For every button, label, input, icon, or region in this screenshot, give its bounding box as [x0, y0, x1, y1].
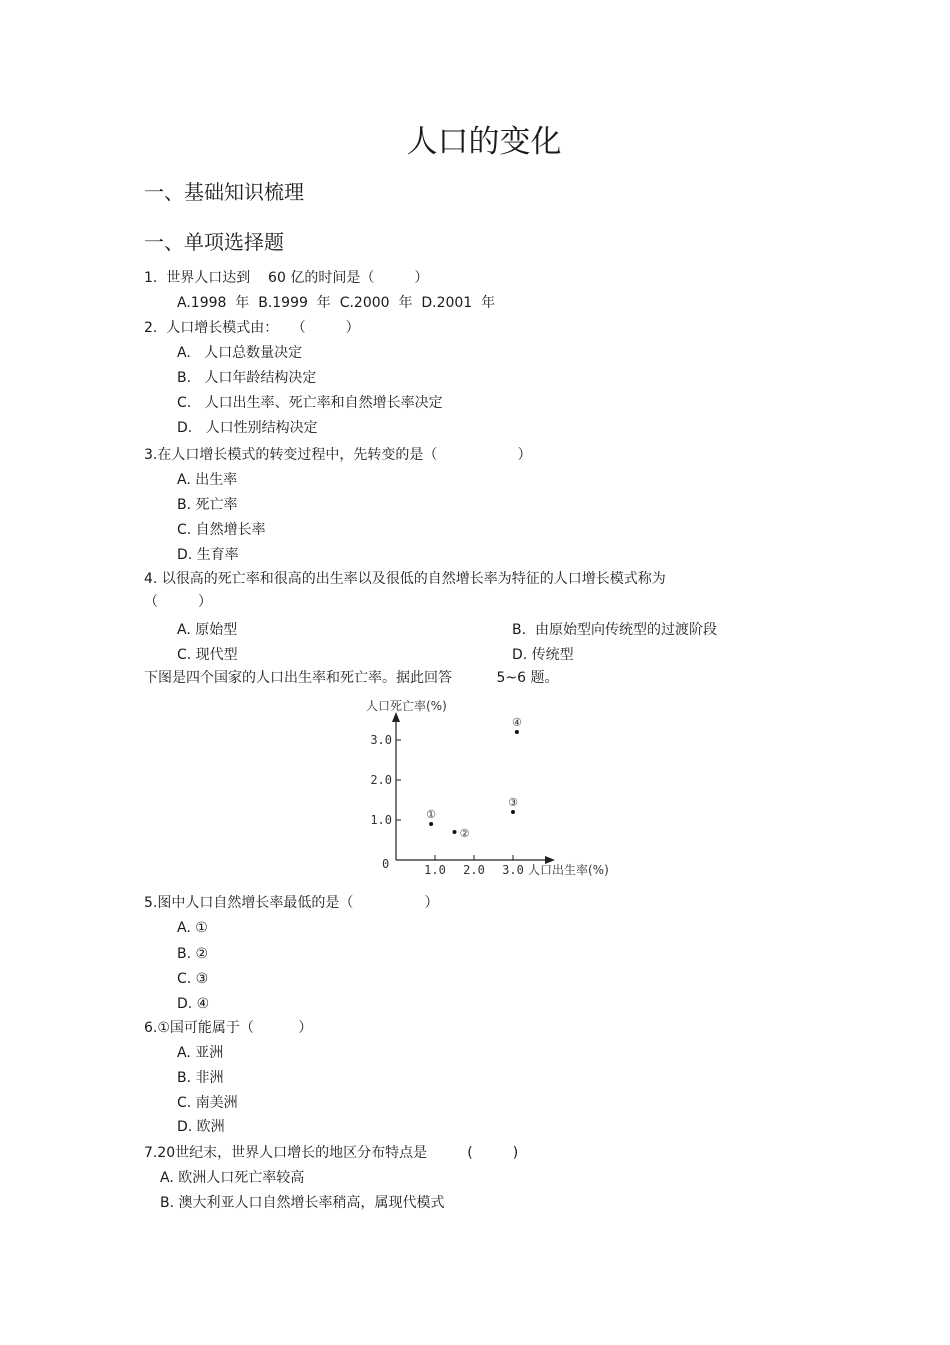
question-3-option-d: D. 生育率 [177, 547, 239, 563]
x-tick-label-1: 2.0 [463, 863, 485, 877]
data-point-label-4: ④ [511, 716, 522, 729]
question-4-stem-bracket: （ ） [144, 594, 213, 610]
question-5-option-d: D. ④ [177, 996, 210, 1012]
y-axis-arrow [392, 712, 400, 722]
question-5-stem: 5.图中人口自然增长率最低的是（ ） [144, 895, 439, 911]
question-4-option-d: D. 传统型 [512, 647, 574, 663]
y-axis-label: 人口死亡率(%) [366, 699, 447, 713]
birth-death-rate-chart [352, 690, 632, 885]
y-tick-label-1: 2.0 [370, 773, 392, 787]
question-6-option-a: A. 亚洲 [177, 1045, 224, 1061]
question-2-option-c: C. 人口出生率、死亡率和自然增长率决定 [177, 395, 443, 411]
section-heading-single-choice: 一、单项选择题 [144, 230, 284, 254]
data-point-label-2: ② [459, 827, 470, 840]
question-6-option-c: C. 南美洲 [177, 1095, 238, 1111]
question-2-option-d: D. 人口性别结构决定 [177, 420, 318, 436]
chart-intro-text: 下图是四个国家的人口出生率和死亡率。据此回答 5~6 题。 [144, 670, 559, 686]
x-tick-label-0: 1.0 [424, 863, 446, 877]
question-7-option-b: B. 澳大利亚人口自然增长率稍高，属现代模式 [160, 1195, 445, 1211]
x-tick-label-2: 3.0 [502, 863, 524, 877]
question-5-option-a: A. ① [177, 920, 208, 936]
data-point-3 [511, 810, 515, 814]
question-3-option-a: A. 出生率 [177, 472, 238, 488]
question-6-option-b: B. 非洲 [177, 1070, 224, 1086]
question-1-stem: 1. 世界人口达到 60 亿的时间是（ ） [144, 270, 429, 286]
question-4-option-c: C. 现代型 [177, 647, 238, 663]
question-3-option-c: C. 自然增长率 [177, 522, 266, 538]
question-4-option-b: B. 由原始型向传统型的过渡阶段 [512, 622, 717, 638]
question-7-stem: 7.20世纪末，世界人口增长的地区分布特点是 ( ) [144, 1145, 519, 1161]
question-5-option-c: C. ③ [177, 971, 209, 987]
data-point-4 [515, 730, 519, 734]
origin-label: 0 [382, 857, 390, 871]
question-4-option-a: A. 原始型 [177, 622, 238, 638]
question-6-stem: 6.①国可能属于（ ） [144, 1020, 313, 1036]
section-heading-basics: 一、基础知识梳理 [144, 180, 304, 204]
question-3-stem: 3.在人口增长模式的转变过程中，先转变的是（ ） [144, 447, 532, 463]
question-1-options: A.1998 年 B.1999 年 C.2000 年 D.2001 年 [177, 295, 496, 311]
data-point-label-1: ① [426, 808, 437, 821]
question-4-stem: 4. 以很高的死亡率和很高的出生率以及很低的自然增长率为特征的人口增长模式称为 [144, 571, 666, 587]
data-point-label-3: ③ [508, 796, 518, 809]
question-2-option-b: B. 人口年龄结构决定 [177, 370, 317, 386]
question-2-stem: 2. 人口增长模式由： （ ） [144, 320, 360, 336]
y-tick-label-2: 3.0 [370, 733, 392, 747]
question-6-option-d: D. 欧洲 [177, 1119, 225, 1135]
question-5-option-b: B. ② [177, 946, 209, 962]
question-2-option-a: A. 人口总数量决定 [177, 345, 303, 361]
y-tick-label-0: 1.0 [370, 813, 392, 827]
data-point-2 [453, 830, 457, 834]
question-7-option-a: A. 欧洲人口死亡率较高 [160, 1170, 305, 1186]
data-point-1 [429, 822, 433, 826]
x-axis-label: 人口出生率(%) [528, 863, 609, 877]
question-3-option-b: B. 死亡率 [177, 497, 238, 513]
page-title: 人口的变化 [406, 124, 562, 160]
